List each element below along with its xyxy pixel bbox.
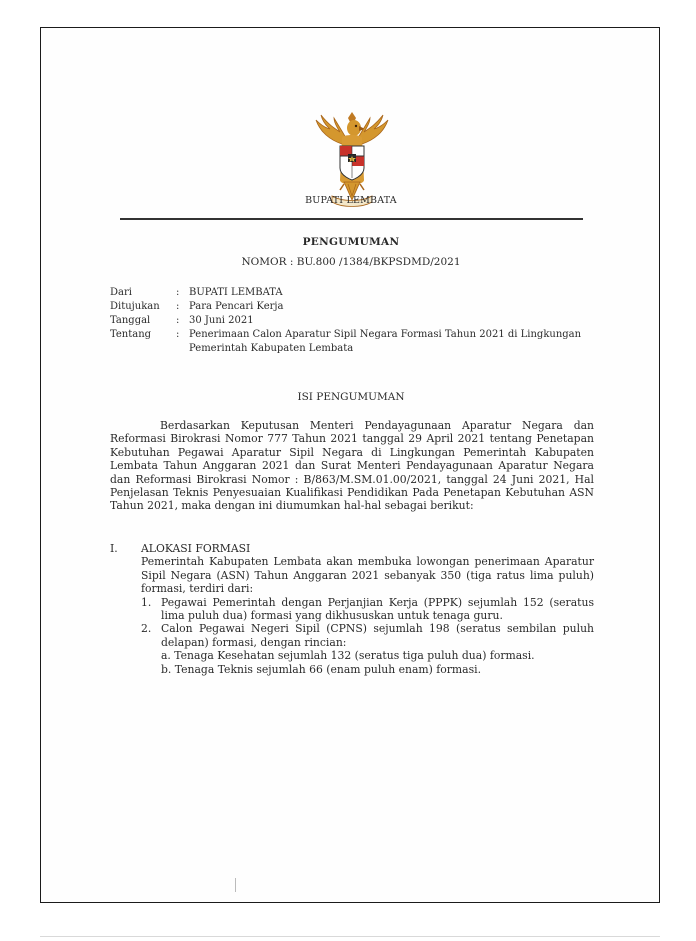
list-text: Calon Pegawai Negeri Sipil (CPNS) sejumlah 198 (seratus sembilan puluh delapan) formasi, dengan rincian: (161, 622, 594, 649)
meta-colon: : (176, 287, 180, 298)
list-item (141, 596, 594, 623)
announcement-number: NOMOR : BU.800 /1384/BKPSDMD/2021 (241, 256, 461, 268)
meta-row-subject (110, 328, 590, 356)
allocation-list (141, 596, 594, 676)
meta-row-to (110, 300, 590, 314)
section-title: ISI PENGUMUMAN (297, 391, 405, 403)
allocation-section (110, 542, 594, 676)
allocation-description: Pemerintah Kabupaten Lembata akan membuka lowongan penerimaan Aparatur Sipil Negara (ASN) Tahun Anggaran 2021 sebanyak 350 (tiga ratus lima puluh) formasi, terdiri dari: (141, 555, 594, 596)
allocation-heading (110, 542, 594, 555)
meta-colon: : (176, 301, 180, 312)
list-text: Pegawai Pemerintah dengan Perjanjian Kerja (PPPK) sejumlah 152 (seratus lima puluh dua) formasi yang dikhususkan untuk tenaga guru. (161, 595, 594, 623)
footer-divider (40, 936, 660, 937)
body-paragraph: Berdasarkan Keputusan Menteri Pendayagunaan Aparatur Negara dan Reformasi Birokrasi Nomor 777 Tahun 2021 tanggal 29 April 2021 tentang Penetapan Kebutuhan Pegawai Aparatur Sipil Negara di Lingkungan Pemerintah Kabupaten Lembata Tahun Anggaran 2021 dan Surat Menteri Pendayagunaan Aparatur Negara dan Reformasi Birokrasi Nomor : B/863/M.SM.01.00/2021, tanggal 24 Juni 2021, Hal Penjelasan Teknis Penyesuaian Kualifikasi Pendidikan Pada Penetapan Kebutuhan ASN Tahun 2021, maka dengan ini diumumkan hal-hal sebagai berikut: (110, 419, 594, 513)
section-number: I. (110, 542, 118, 555)
sub-list-item: a. Tenaga Kesehatan sejumlah 132 (seratus tiga puluh dua) formasi. (161, 649, 535, 663)
list-number: 1. (141, 595, 152, 609)
meta-label: Tentang (110, 329, 152, 340)
meta-row-date (110, 314, 590, 328)
document-page (40, 27, 660, 903)
section-heading: ALOKASI FORMASI (141, 542, 251, 555)
meta-value: 30 Juni 2021 (189, 315, 254, 326)
meta-label: Dari (110, 287, 132, 298)
letterhead-divider (120, 218, 583, 220)
meta-colon: : (176, 329, 180, 340)
list-item (141, 622, 594, 649)
letter-meta (110, 286, 590, 356)
letterhead-title: BUPATI LEMBATA (305, 195, 397, 206)
announcement-title: PENGUMUMAN (302, 236, 400, 248)
meta-row-from (110, 286, 590, 300)
meta-value: Penerimaan Calon Aparatur Sipil Negara Formasi Tahun 2021 di Lingkungan Pemerintah Kabupaten Lembata (189, 329, 582, 354)
meta-label: Ditujukan (110, 301, 160, 312)
scan-mark (235, 878, 236, 892)
meta-value: BUPATI LEMBATA (189, 287, 283, 298)
meta-colon: : (176, 315, 180, 326)
sub-list (161, 649, 594, 676)
sub-list-item: b. Tenaga Teknis sejumlah 66 (enam puluh enam) formasi. (161, 662, 482, 676)
list-number: 2. (141, 622, 152, 636)
meta-value: Para Pencari Kerja (189, 301, 284, 312)
meta-label: Tanggal (110, 315, 151, 326)
